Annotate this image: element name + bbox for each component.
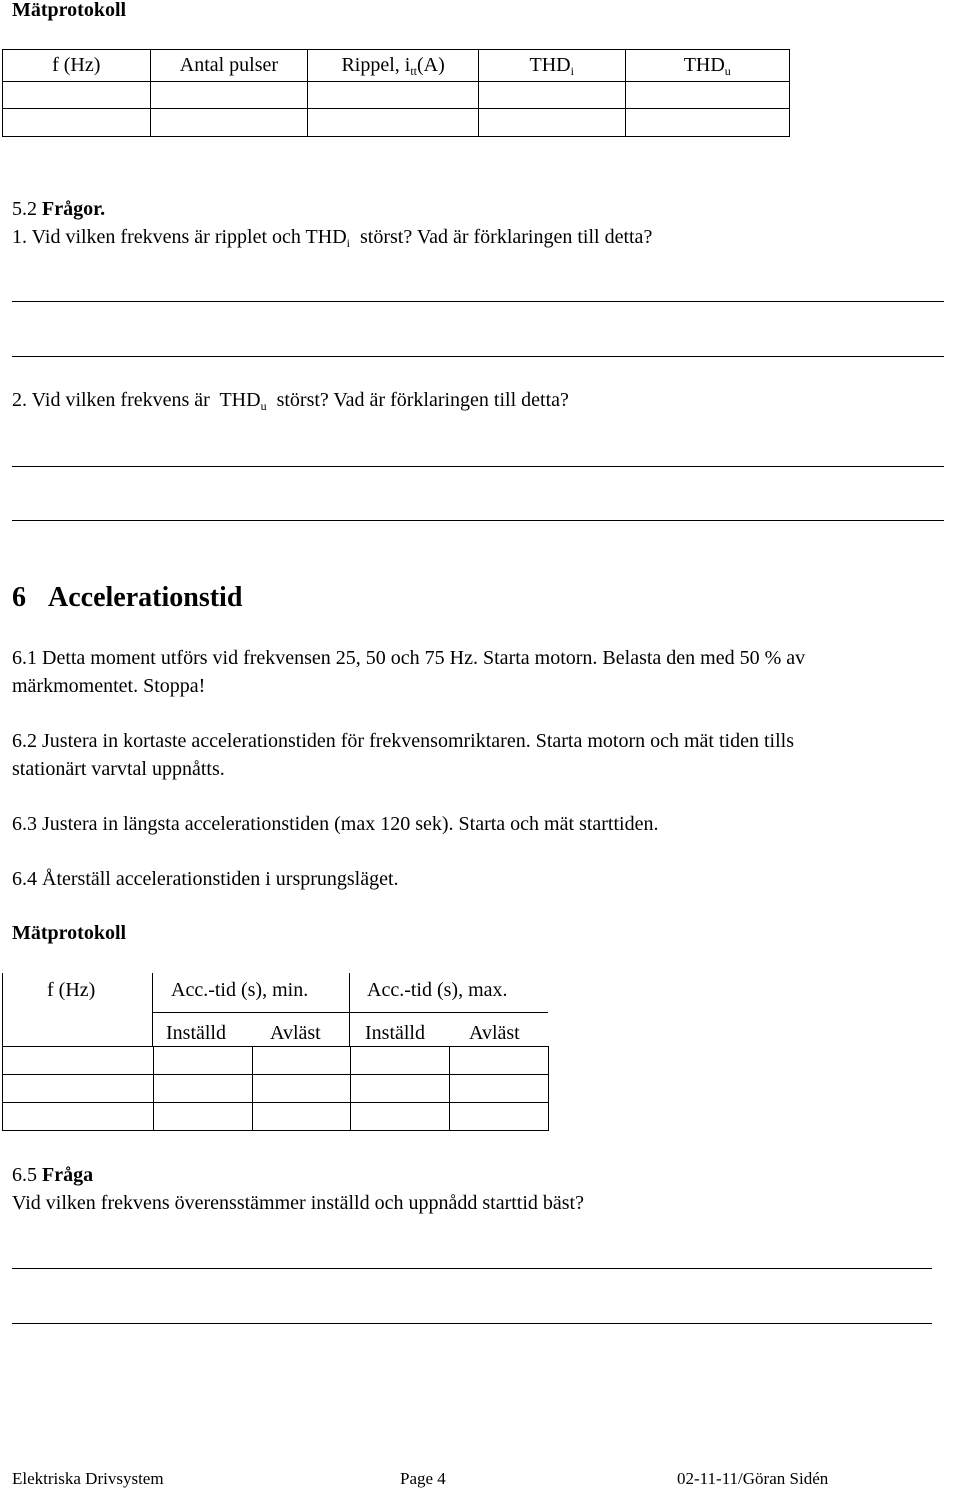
table-cell[interactable]: [351, 1103, 450, 1131]
table-header-row: [3, 50, 790, 82]
paragraph-6-1-line1: 6.1 Detta moment utförs vid frekvensen 25, 50 och 75 Hz. Starta motorn. Belasta den med 50 % av: [12, 647, 806, 669]
answer-line[interactable]: [12, 466, 944, 467]
table-cell[interactable]: [150, 82, 308, 109]
table-cell[interactable]: [3, 82, 151, 109]
table-cell[interactable]: [3, 1047, 154, 1075]
question-1: 1. Vid vilken frekvens är ripplet och $THD_i$ störst? Vad är förklaringen till detta?: [12, 226, 653, 250]
paragraph-6-2-line2: stationärt varvtal uppnåtts.: [12, 758, 225, 780]
header-freq: f (Hz): [47, 979, 96, 1001]
header-thd-u: $THD_u$: [625, 50, 790, 82]
question-6-5-heading: 6.5 Fråga: [12, 1164, 94, 1186]
table-cell[interactable]: [3, 1103, 154, 1131]
subheader-read-max: Avläst: [469, 1022, 520, 1044]
header-acc-min: Acc.-tid (s), min.: [171, 979, 309, 1001]
measurement-table-6: [2, 1046, 549, 1131]
table-row: [3, 82, 790, 109]
table-row: [3, 109, 790, 137]
measurement-table-5: [2, 49, 790, 137]
table-cell[interactable]: [150, 109, 308, 137]
table-cell[interactable]: [154, 1075, 253, 1103]
answer-line[interactable]: [12, 1268, 932, 1269]
paragraph-6-2-line1: 6.2 Justera in kortaste accelerationstiden för frekvensomriktaren. Starta motorn och mät tiden tills: [12, 730, 794, 752]
table-row: [3, 1075, 549, 1103]
table-cell[interactable]: [351, 1047, 450, 1075]
paragraph-6-1-line2: märkmomentet. Stoppa!: [12, 675, 206, 697]
table-divider: [349, 973, 350, 1047]
table-cell[interactable]: [253, 1075, 351, 1103]
table-cell[interactable]: [450, 1075, 549, 1103]
table-cell[interactable]: [625, 82, 790, 109]
paragraph-6-3: 6.3 Justera in längsta accelerationstiden (max 120 sek). Starta och mät starttiden.: [12, 813, 659, 835]
table-cell[interactable]: [253, 1103, 351, 1131]
footer-left: Elektriska Drivsystem: [12, 1469, 164, 1488]
paragraph-6-4: 6.4 Återställ accelerationstiden i ursprungsläget.: [12, 868, 399, 890]
table-cell[interactable]: [154, 1103, 253, 1131]
table-cell[interactable]: [253, 1047, 351, 1075]
table-cell[interactable]: [154, 1047, 253, 1075]
table-cell[interactable]: [478, 109, 625, 137]
table-divider: [152, 973, 153, 1047]
answer-line[interactable]: [12, 301, 944, 302]
subheader-read-min: Avläst: [270, 1022, 321, 1044]
questions-heading: 5.2 Frågor.: [12, 198, 106, 220]
table-cell[interactable]: [308, 109, 479, 137]
table-cell[interactable]: [308, 82, 479, 109]
question-6-5: Vid vilken frekvens överensstämmer inställd och uppnådd starttid bäst?: [12, 1192, 584, 1214]
table-row: [3, 1047, 549, 1075]
table-cell[interactable]: [478, 82, 625, 109]
table-cell[interactable]: [450, 1103, 549, 1131]
question-2: 2. Vid vilken frekvens är $THD_u$ störst? Vad är förklaringen till detta?: [12, 389, 569, 413]
header-pulses: Antal pulser: [150, 50, 308, 82]
subheader-set-max: Inställd: [365, 1022, 425, 1044]
header-thd-i: $THD_i$: [478, 50, 625, 82]
answer-line[interactable]: [12, 1323, 932, 1324]
section-heading: 6 Accelerationstid: [12, 582, 243, 613]
protocol-title-6: Mätprotokoll: [12, 922, 127, 944]
table-cell[interactable]: [450, 1047, 549, 1075]
table-divider: [2, 973, 3, 1047]
header-acc-max: Acc.-tid (s), max.: [367, 979, 508, 1001]
table-cell[interactable]: [3, 1075, 154, 1103]
table-row: [3, 1103, 549, 1131]
table-cell[interactable]: [351, 1075, 450, 1103]
answer-line[interactable]: [12, 356, 944, 357]
subheader-set-min: Inställd: [166, 1022, 226, 1044]
table-cell[interactable]: [625, 109, 790, 137]
footer-right: 02-11-11/Göran Sidén: [677, 1469, 829, 1488]
header-ripple: Rippel, $i_{tt}(A)$: [308, 50, 479, 82]
header-freq: f (Hz): [3, 50, 151, 82]
footer-page-number: Page 4: [400, 1469, 446, 1488]
answer-line[interactable]: [12, 520, 944, 521]
table-cell[interactable]: [3, 109, 151, 137]
table-divider: [152, 1012, 548, 1013]
protocol-title-5: Mätprotokoll: [12, 0, 127, 21]
